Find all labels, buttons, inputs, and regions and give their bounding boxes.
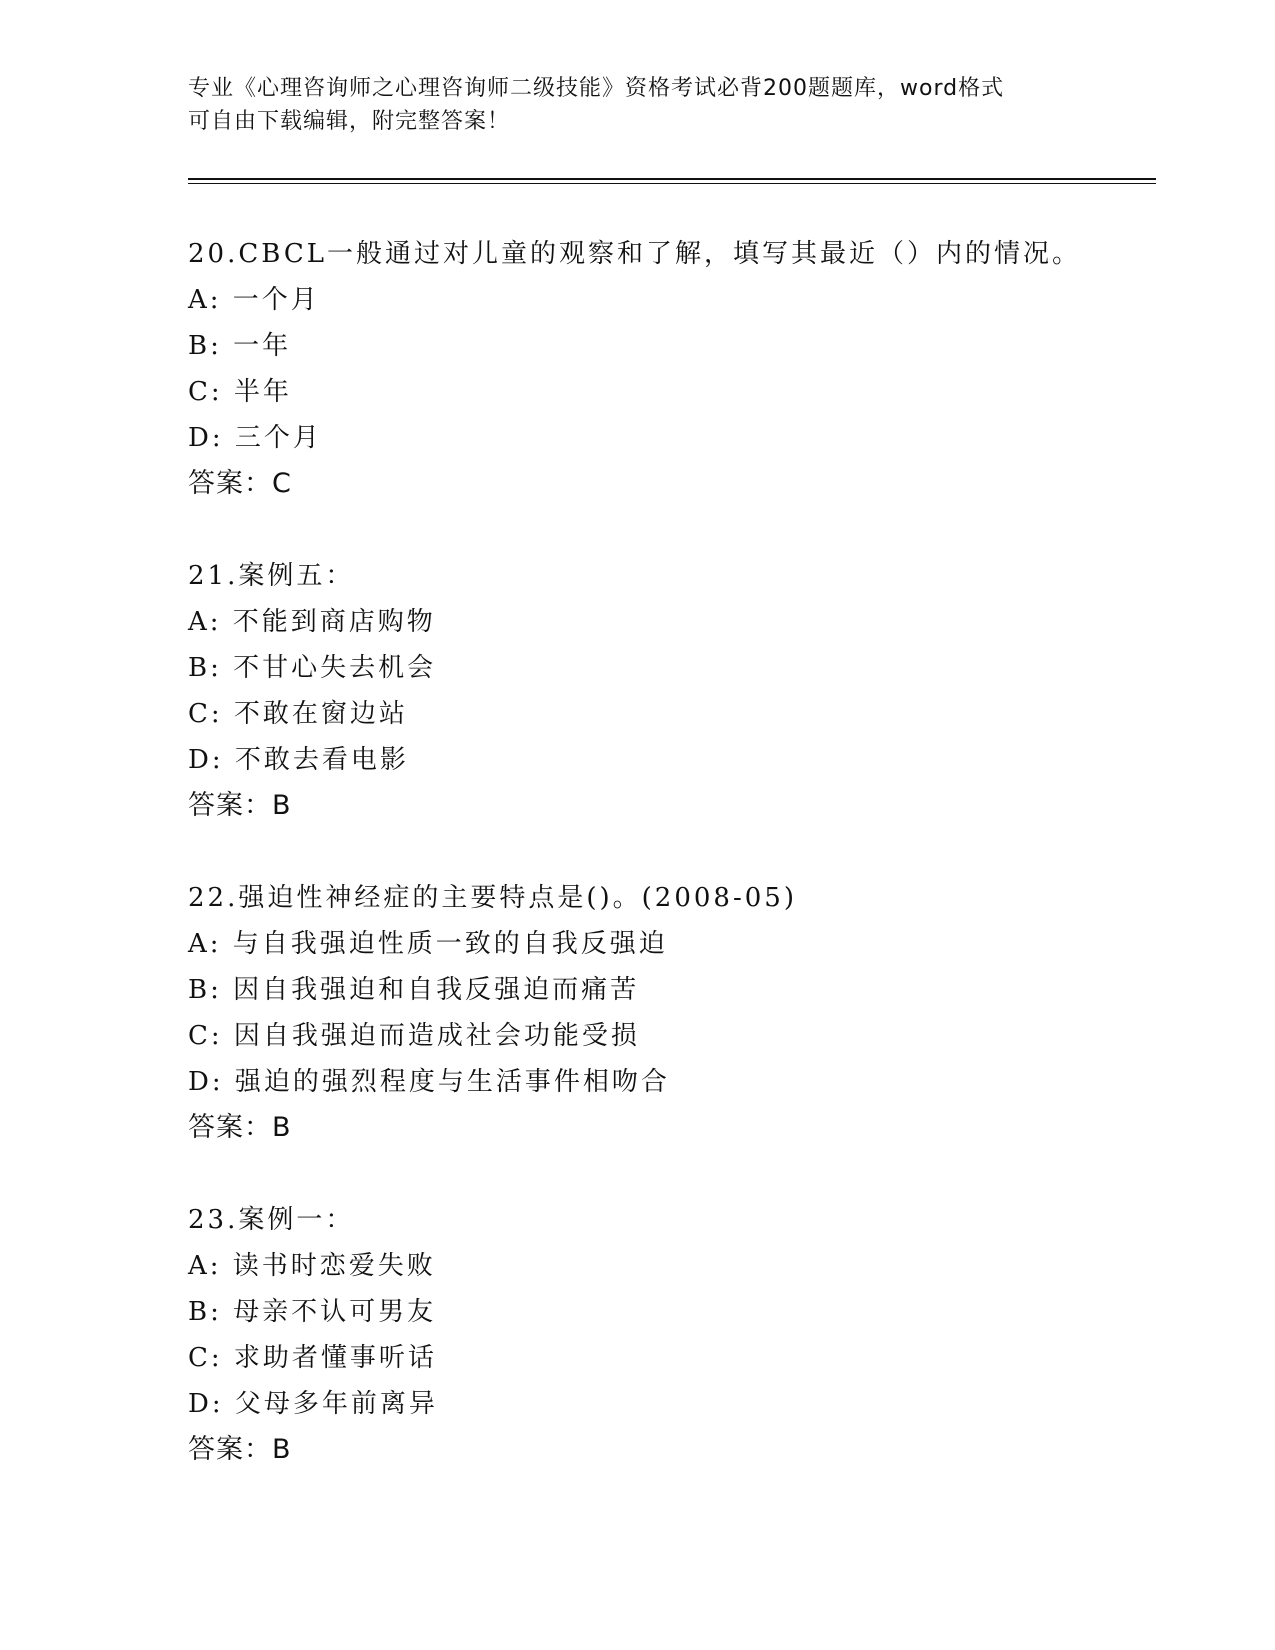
option-a: A: 一个月 [188, 285, 320, 315]
header-rule-thin [188, 183, 1156, 184]
question-text: 22.强迫性神经症的主要特点是()。(2008-05) [188, 883, 797, 913]
question-block-23 [188, 1197, 1168, 1473]
question-block-20 [188, 231, 1168, 507]
option-d: D: 三个月 [188, 423, 322, 453]
document-header [188, 72, 1088, 138]
option-c: C: 半年 [188, 377, 292, 407]
option-d: D: 父母多年前离异 [188, 1389, 438, 1419]
option-d: D: 强迫的强烈程度与生活事件相吻合 [188, 1067, 670, 1097]
option-b: B: 母亲不认可男友 [188, 1297, 437, 1327]
option-c: C: 不敢在窗边站 [188, 699, 408, 729]
question-text: 21.案例五： [188, 561, 355, 591]
option-d: D: 不敢去看电影 [188, 745, 409, 775]
option-a: A: 不能到商店购物 [188, 607, 436, 637]
question-block-22 [188, 875, 1168, 1151]
option-b: B: 不甘心失去机会 [188, 653, 437, 683]
header-rule-thick [188, 178, 1156, 180]
answer-line: 答案：B [188, 1434, 292, 1465]
option-c: C: 因自我强迫而造成社会功能受损 [188, 1021, 640, 1051]
answer-line: 答案：B [188, 790, 292, 821]
option-a: A: 与自我强迫性质一致的自我反强迫 [188, 929, 668, 959]
question-text: 20.CBCL一般通过对儿童的观察和了解，填写其最近（）内的情况。 [188, 239, 1081, 269]
question-block-21 [188, 553, 1168, 829]
answer-line: 答案：B [188, 1112, 292, 1143]
question-text: 23.案例一： [188, 1205, 355, 1235]
answer-line: 答案：C [188, 468, 292, 499]
option-c: C: 求助者懂事听话 [188, 1343, 437, 1373]
option-a: A: 读书时恋爱失败 [188, 1251, 436, 1281]
option-b: B: 一年 [188, 331, 292, 361]
option-b: B: 因自我强迫和自我反强迫而痛苦 [188, 975, 640, 1005]
header-line-2: 可自由下载编辑，附完整答案！ [188, 109, 511, 134]
header-line-1: 专业《心理咨询师之心理咨询师二级技能》资格考试必背200题题库，word格式 [188, 76, 1005, 101]
